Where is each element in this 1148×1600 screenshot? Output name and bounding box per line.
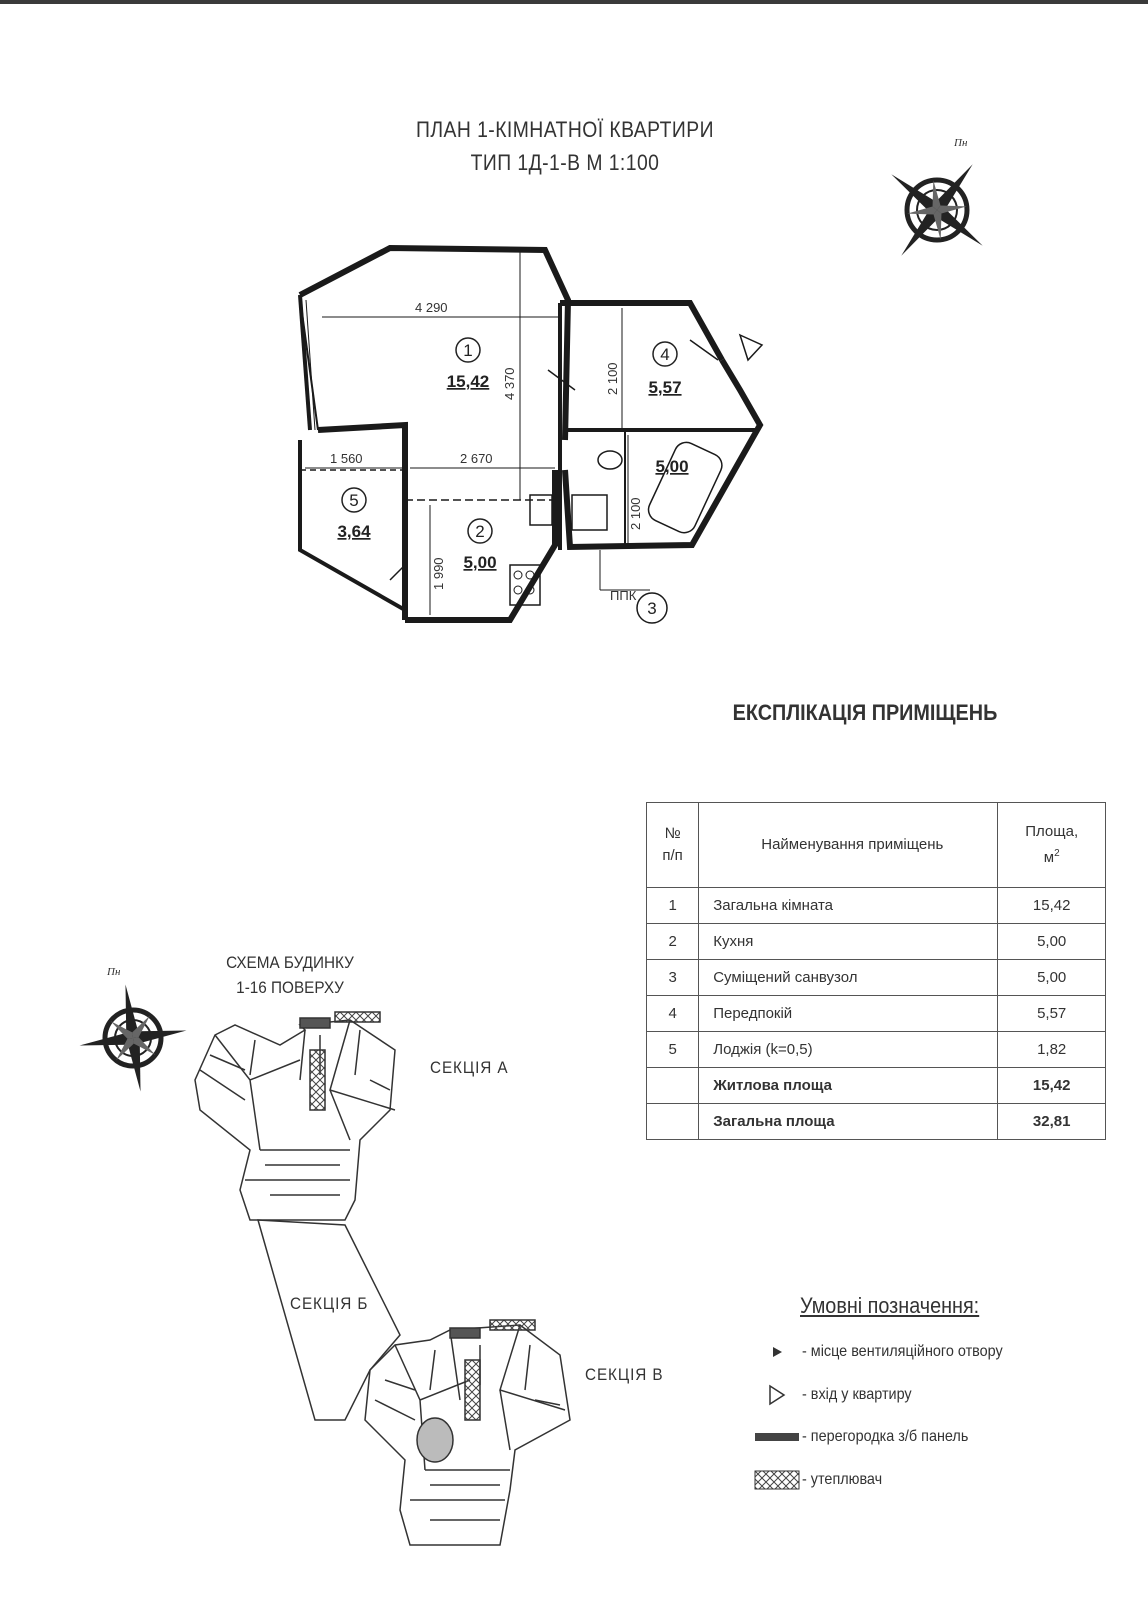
panel-partition-icon <box>752 1431 802 1443</box>
section-a-label: СЕКЦІЯ А <box>430 1058 509 1077</box>
dim-1990: 1 990 <box>431 557 446 590</box>
scheme-compass-icon <box>79 984 188 1093</box>
plan-title-line1: ПЛАН 1-КІМНАТНОЇ КВАРТИРИ <box>416 117 714 142</box>
room-3-number: 3 <box>647 599 657 618</box>
section-b-label: СЕКЦІЯ Б <box>290 1294 369 1313</box>
section-v-label: СЕКЦІЯ В <box>585 1365 664 1384</box>
legend-item-vent: - місце вентиляційного отвору <box>752 1337 1025 1367</box>
legend-item-entrance: - вхід у квартиру <box>752 1380 924 1410</box>
table-total-row: Загальна площа 32,81 <box>647 1104 1106 1140</box>
header-name: Найменування приміщень <box>699 803 998 888</box>
table-row: 3 Суміщений санвузол 5,00 <box>647 960 1106 996</box>
floor-plan <box>300 248 762 623</box>
room-1-number: 1 <box>463 341 473 360</box>
table-header-row <box>647 803 1106 888</box>
table-row: 1 Загальна кімната 15,42 <box>647 888 1106 924</box>
room-5-area: 3,64 <box>337 522 371 541</box>
dim-4290: 4 290 <box>415 300 448 315</box>
table-total-row: Житлова площа 15,42 <box>647 1068 1106 1104</box>
legend-item-panel: - перегородка з/б панель <box>752 1422 987 1452</box>
room-3-area: 5,00 <box>655 457 689 476</box>
insulation-hatch-icon <box>752 1470 802 1490</box>
dim-4370: 4 370 <box>502 367 517 400</box>
room-1-area: 15,42 <box>446 372 490 391</box>
ppk-label: ППК <box>610 588 637 603</box>
room-4-number: 4 <box>660 345 670 364</box>
header-no: № п/п <box>647 803 699 888</box>
legend-title: Умовні позначення: <box>800 1293 980 1318</box>
table-row: 5 Лоджія (k=0,5) 1,82 <box>647 1032 1106 1068</box>
room-2-number: 2 <box>475 522 485 541</box>
plan-title-line2: ТИП 1Д-1-В М 1:100 <box>470 150 660 175</box>
compass-label: Пн <box>954 137 968 149</box>
compass-icon <box>888 161 987 260</box>
room-4-area: 5,57 <box>648 378 682 397</box>
room-2-area: 5,00 <box>463 553 497 572</box>
explication-table <box>646 802 1106 1140</box>
table-row: 4 Передпокій 5,57 <box>647 996 1106 1032</box>
room-5-number: 5 <box>349 491 359 510</box>
scheme-title: СХЕМА БУДИНКУ 1-16 ПОВЕРХУ <box>226 953 354 997</box>
table-row: 2 Кухня 5,00 <box>647 924 1106 960</box>
vent-marker-icon <box>752 1345 802 1359</box>
legend-item-insulation: - утеплювач <box>752 1465 891 1495</box>
dim-2100-b: 2 100 <box>628 497 643 530</box>
scheme-compass-label: Пн <box>107 966 121 978</box>
dim-2100-a: 2 100 <box>605 362 620 395</box>
explication-title: ЕКСПЛІКАЦІЯ ПРИМІЩЕНЬ <box>732 700 998 725</box>
dim-2670: 2 670 <box>460 451 493 466</box>
dim-1560: 1 560 <box>330 451 363 466</box>
entrance-triangle-icon <box>752 1384 802 1406</box>
header-area: Площа, $м^2$ <box>998 803 1106 888</box>
building-scheme <box>195 1012 570 1545</box>
